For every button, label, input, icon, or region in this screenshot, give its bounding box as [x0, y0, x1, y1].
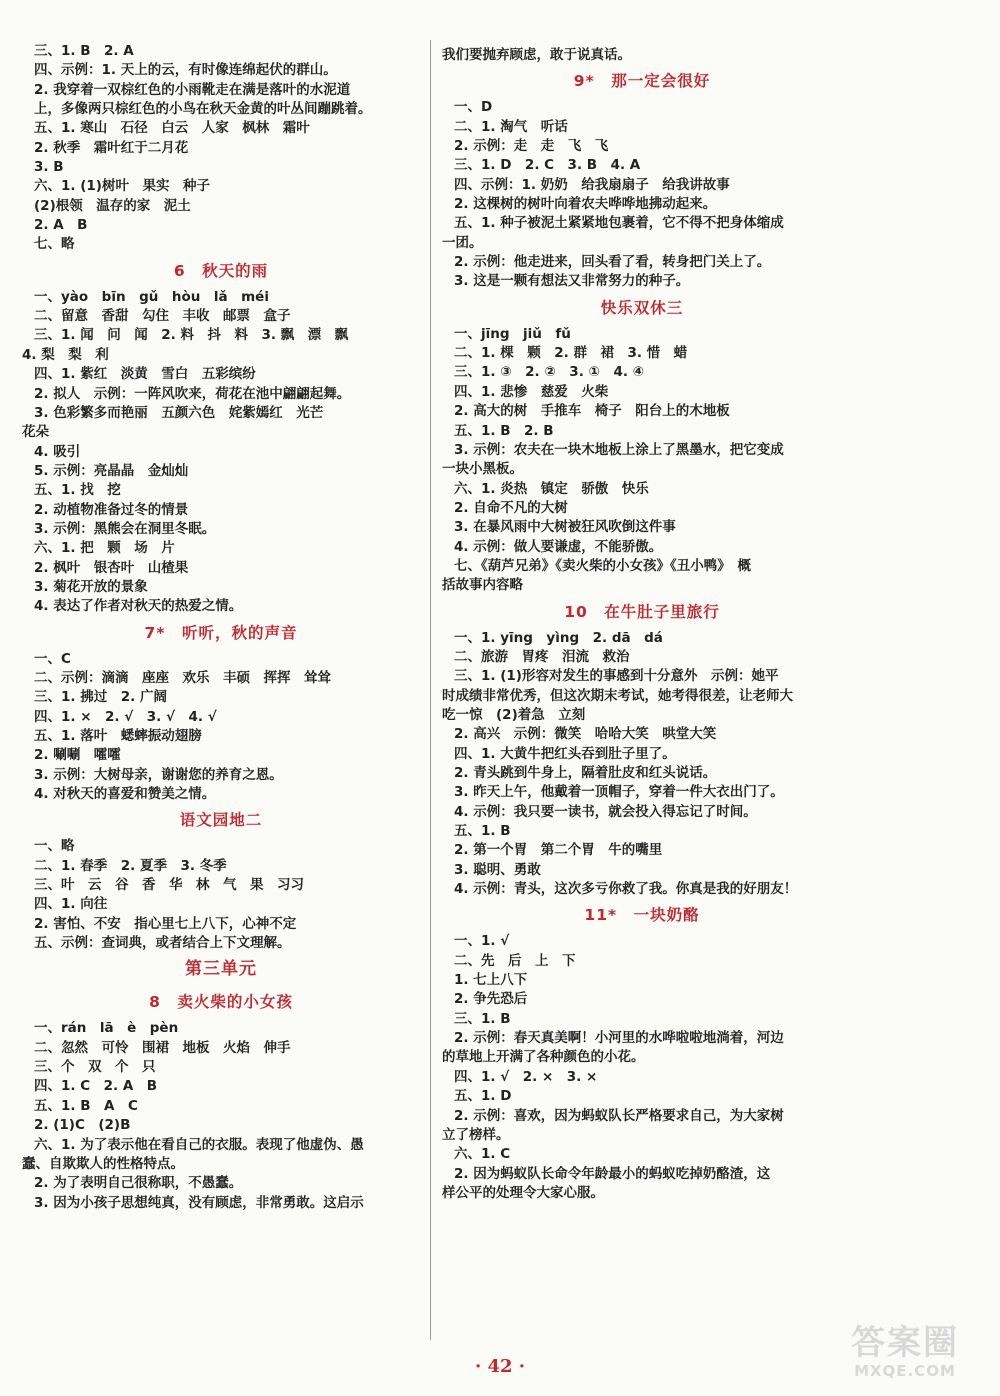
section-heading: 9* 那一定会很好: [573, 72, 711, 91]
answer-line: 2. 示例：喜欢，因为蚂蚁队长严格要求自己，为大家树: [454, 1107, 784, 1124]
answer-line: 四、1. × 2. √ 3. √ 4. √: [34, 708, 217, 725]
answer-line: 4. 示例：我只要一读书，就会投入得忘记了时间。: [454, 803, 757, 820]
answer-line: 4. 梨 梨 利: [22, 346, 109, 363]
answer-line: 四、1. 紫红 淡黄 雪白 五彩缤纷: [34, 366, 256, 383]
answer-line: 我们要抛弃顾虑，敢于说真话。: [442, 47, 631, 63]
answer-line: 一、jīng jiǔ fǔ: [454, 325, 571, 342]
answer-line: 2. 动植物准备过冬的情景: [34, 501, 189, 518]
answer-line: 2. 秋季 霜叶红于二月花: [34, 139, 189, 156]
answer-line: 5. 示例：亮晶晶 金灿灿: [34, 462, 189, 479]
answer-line: 2. 青头跳到牛身上，隔着肚皮和红头说话。: [454, 765, 717, 781]
answer-line: 花朵: [22, 424, 49, 441]
answer-line: 3. B: [34, 159, 64, 176]
answer-line: 五、1. 找 挖: [34, 482, 121, 499]
answer-line: 四、示例：1. 天上的云，有时像连绵起伏的群山。: [34, 62, 337, 79]
answer-line: 五、示例：查词典，或者结合上下文理解。: [34, 935, 291, 952]
column-divider: [430, 40, 431, 1340]
answer-line: 2. 枫叶 银杏叶 山楂果: [34, 559, 189, 576]
answer-line: 六、1. C: [454, 1146, 511, 1163]
answer-line: 3. 昨天上午，他戴着一顶帽子，穿着一件大衣出门了。: [454, 784, 784, 801]
answer-line: 六、1. 把 颗 场 片: [34, 540, 175, 557]
answer-line: 六、1. 为了表示他在看自己的衣服。表现了他虚伪、愚: [34, 1136, 364, 1153]
answer-line: 4. 表达了作者对秋天的热爱之情。: [34, 598, 243, 615]
answer-line: (2)根领 温存的家 泥土: [34, 197, 191, 214]
answer-line: 三、1. 闻 问 闻 2. 料 抖 料 3. 飘 漂 飘: [34, 327, 349, 344]
watermark-logo-text: 答案圈: [851, 1323, 959, 1363]
answer-line: 三、1. D 2. C 3. B 4. A: [454, 157, 641, 174]
answer-line: 二、示例：滴滴 座座 欢乐 丰硕 挥挥 耸耸: [34, 669, 331, 686]
section-heading: 8 卖火柴的小女孩: [149, 993, 293, 1012]
answer-line: 一团。: [442, 234, 483, 251]
answer-line: 4. 示例：做人要谦虚，不能骄傲。: [454, 538, 663, 555]
answer-line: 括故事内容略: [442, 577, 523, 594]
section-heading: 10 在牛肚子里旅行: [564, 602, 720, 621]
answer-line: 四、1. 大黄牛把红头吞到肚子里了。: [454, 745, 676, 762]
answer-line: 三、1. 拂过 2. 广阔: [34, 689, 167, 706]
answer-line: 吃一惊 (2)着急 立刻: [442, 706, 586, 723]
answer-line: 2. 为了表明自己很称职，不愚蠢。: [34, 1175, 243, 1192]
answer-line: 三、1. ③ 2. ② 3. ① 4. ④: [454, 364, 645, 381]
answer-line: 2. 这棵树的树叶向着农夫哗哗地拂动起来。: [454, 196, 717, 213]
answer-line: 2. A B: [34, 217, 88, 234]
answer-line: 3. 示例：黑熊会在洞里冬眠。: [34, 520, 216, 537]
answer-line: 2. 高大的树 手推车 椅子 阳台上的木地板: [454, 403, 730, 420]
answer-line: 4. 示例：青头，这次多亏你救了我。你真是我的好朋友！: [454, 881, 798, 898]
page-number: · 42 ·: [474, 1356, 526, 1377]
answer-line: 一、C: [34, 650, 71, 667]
answer-line: 3. 色彩繁多而艳丽 五颜六色 姹紫嫣红 光芒: [34, 404, 324, 421]
answer-line: 二、1. 淘气 听话: [454, 118, 568, 135]
answer-line: 五、1. 种子被泥土紧紧地包裹着，它不得不把身体缩成: [454, 215, 784, 232]
answer-line: 七、略: [34, 236, 75, 253]
answer-line: 五、1. 寒山 石径 白云 人家 枫林 霜叶: [34, 120, 310, 137]
right-column: [442, 46, 842, 1203]
answer-line: 3. 示例：农夫在一块木地板上涂上了黑墨水，把它变成: [454, 441, 784, 458]
answer-line: 三、个 双 个 只: [34, 1059, 156, 1076]
answer-line: 2. (1)C (2)B: [34, 1117, 131, 1134]
answer-line: 四、1. 悲惨 慈爱 火柴: [454, 383, 609, 400]
answer-line: 3. 在暴风雨中大树被狂风吹倒这件事: [454, 519, 676, 536]
answer-line: 一、略: [34, 838, 75, 855]
answer-line: 二、1. 春季 2. 夏季 3. 冬季: [34, 857, 227, 874]
left-column: [22, 42, 420, 1213]
section-heading: 第三单元: [185, 959, 257, 980]
answer-line: 2. 害怕、不安 指心里七上八下，心神不定: [34, 915, 297, 932]
answer-line: 五、1. 落叶 蟋蟀振动翅膀: [34, 728, 202, 744]
answer-line: 3. 聪明、勇敢: [454, 861, 541, 878]
answer-line: 3. 菊花开放的景象: [34, 578, 148, 595]
answer-line: 一、rán lā è pèn: [34, 1020, 179, 1037]
answer-line: 一、D: [454, 99, 493, 116]
answer-line: 六、1. 炎热 镇定 骄傲 快乐: [454, 480, 649, 497]
answer-line: 二、先 后 上 下: [454, 952, 576, 969]
answer-line: 2. 因为蚂蚁队长命令年龄最小的蚂蚁吃掉奶酪渣，这: [454, 1165, 771, 1182]
answer-line: 4. 对秋天的喜爱和赞美之情。: [34, 786, 216, 803]
answer-line: 样公平的处理令大家心服。: [442, 1184, 604, 1201]
answer-line: 2. 示例：走 走 飞 飞: [454, 138, 609, 155]
answer-line: 四、1. √ 2. × 3. ×: [454, 1068, 598, 1085]
answer-line: 蠢、自欺欺人的性格特点。: [22, 1155, 184, 1172]
answer-line: 3. 示例：大树母亲，谢谢您的养育之恩。: [34, 766, 283, 783]
answer-line: 上，多像两只棕红色的小鸟在秋天金黄的叶丛间蹦跳着。: [34, 101, 372, 118]
answer-line: 三、1. B: [454, 1010, 511, 1027]
section-heading: 7* 听听，秋的声音: [144, 623, 298, 642]
answer-line: 二、忽然 可怜 围裙 地板 火焰 伸手: [34, 1039, 291, 1056]
watermark-logo: [830, 1324, 980, 1380]
answer-line: 四、1. C 2. A B: [34, 1078, 158, 1095]
answer-line: 三、1. B 2. A: [34, 43, 134, 59]
answer-line: 立了榜样。: [442, 1126, 510, 1143]
answer-line: 五、1. B: [454, 823, 511, 840]
answer-line: 五、1. B A C: [34, 1097, 138, 1114]
answer-line: 一、yào bīn gǔ hòu lǎ méi: [34, 288, 269, 305]
answer-line: 一、1. yīng yìng 2. dā dá: [454, 629, 663, 646]
answer-line: 2. 唰唰 嚯嚯: [34, 747, 121, 764]
answer-line: 七、《葫芦兄弟》《卖火柴的小女孩》《丑小鸭》 概: [454, 557, 751, 574]
section-heading: 快乐双休三: [600, 298, 684, 317]
answer-line: 1. 七上八下: [454, 972, 528, 989]
section-heading: 11* 一块奶酪: [584, 906, 700, 925]
answer-line: 二、旅游 胃疼 泪流 救治: [454, 648, 630, 665]
answer-line: 2. 第一个胃 第二个胃 牛的嘴里: [454, 842, 663, 859]
answer-line: 五、1. B 2. B: [454, 422, 554, 439]
answer-line: 2. 争先恐后: [454, 991, 528, 1008]
answer-line: 一块小黑板。: [442, 461, 523, 478]
answer-line: 四、示例：1. 奶奶 给我扇扇子 给我讲故事: [454, 176, 730, 193]
answer-line: 3. 这是一颗有想法又非常努力的种子。: [454, 273, 690, 290]
answer-line: 的草地上开满了各种颜色的小花。: [442, 1049, 645, 1066]
section-heading: 6 秋天的雨: [173, 261, 269, 280]
answer-line: 五、1. D: [454, 1088, 512, 1105]
answer-line: 二、1. 棵 颗 2. 群 裙 3. 惜 蜡: [454, 345, 688, 362]
answer-line: 2. 自命不凡的大树: [454, 499, 568, 516]
answer-line: 三、叶 云 谷 香 华 林 气 果 习习: [34, 877, 304, 894]
section-heading: 语文园地二: [179, 811, 263, 830]
answer-line: 二、留意 香甜 勾住 丰收 邮票 盒子: [34, 308, 291, 325]
answer-line: 2. 高兴 示例：微笑 哈哈大笑 哄堂大笑: [454, 726, 717, 743]
answer-line: 2. 示例：春天真美啊！小河里的水哗啦啦地淌着，河边: [454, 1030, 784, 1047]
answer-line: 2. 拟人 示例：一阵风吹来，荷花在池中翩翩起舞。: [34, 385, 351, 402]
answer-line: 2. 我穿着一双棕红色的小雨靴走在满是落叶的水泥道: [34, 81, 351, 98]
answer-line: 三、1. (1)形容对发生的事感到十分意外 示例：她平: [454, 668, 779, 685]
watermark-site-text: MXQE.COM: [854, 1362, 956, 1380]
answer-line: 2. 示例：他走进来，回头看了看，转身把门关上了。: [454, 254, 771, 271]
answer-line: 4. 吸引: [34, 443, 81, 460]
answer-line: 六、1. (1)树叶 果实 种子: [34, 178, 210, 195]
answer-line: 四、1. 向往: [34, 896, 108, 913]
answer-line: 时成绩非常优秀，但这次期末考试，她考得很差，让老师大: [442, 687, 793, 704]
answer-line: 3. 因为小孩子思想纯真，没有顾虑，非常勇敢。这启示: [34, 1194, 364, 1211]
answer-line: 一、1. √: [454, 933, 510, 950]
